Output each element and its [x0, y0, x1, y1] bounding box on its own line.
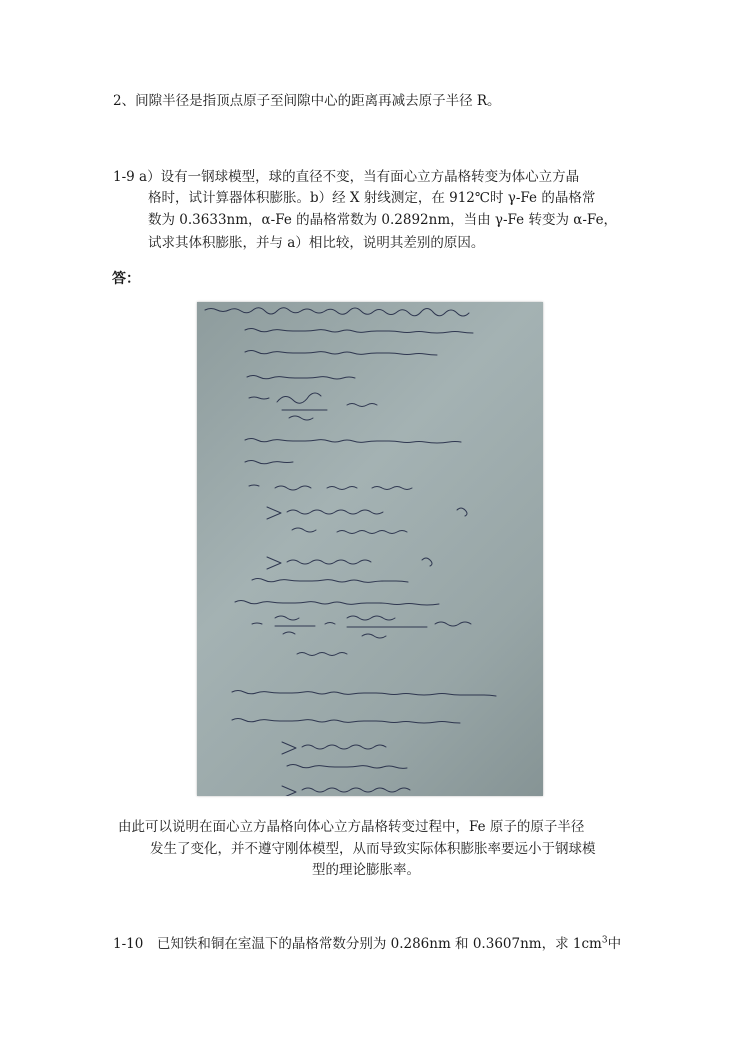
question-1-9-line-4: 试求其体积膨胀，并与 a）相比较，说明其差别的原因。: [148, 235, 485, 251]
point-2-text: 2、间隙半径是指顶点原子至间隙中心的距离再减去原子半径 R。: [113, 93, 501, 109]
question-1-9-line-1: 1-9 a）设有一钢球模型，球的直径不变，当有面心立方晶格转变为体心立方晶: [113, 169, 580, 185]
question-1-10-text: 1-10 已知铁和铜在室温下的晶格常数分别为 0.286nm 和 0.3607nm，求 1cm: [113, 936, 602, 952]
answer-label: 答：: [112, 271, 140, 287]
question-1-9-line-2: 格时，试计算器体积膨胀。b）经 X 射线测定，在 912℃时 γ-Fe 的晶格常: [148, 190, 596, 206]
cubic-superscript: 3: [601, 935, 608, 946]
conclusion-line-2: 发生了变化，并不遵守刚体模型，从而导致实际体积膨胀率要远小于钢球模: [150, 841, 596, 857]
question-1-10-line-1: [113, 935, 621, 953]
conclusion-line-3: 型的理论膨胀率。: [312, 862, 420, 878]
question-1-9-line-3: 数为 0.3633nm，α-Fe 的晶格常数为 0.2892nm，当由 γ-Fe 转变为 α-Fe，: [148, 212, 618, 228]
handwriting-scribbles: [197, 302, 543, 796]
handwritten-solution-photo: [197, 302, 543, 796]
conclusion-line-1: 由此可以说明在面心立方晶格向体心立方晶格转变过程中，Fe 原子的原子半径: [118, 819, 585, 835]
question-1-10-tail: 中: [607, 936, 622, 952]
